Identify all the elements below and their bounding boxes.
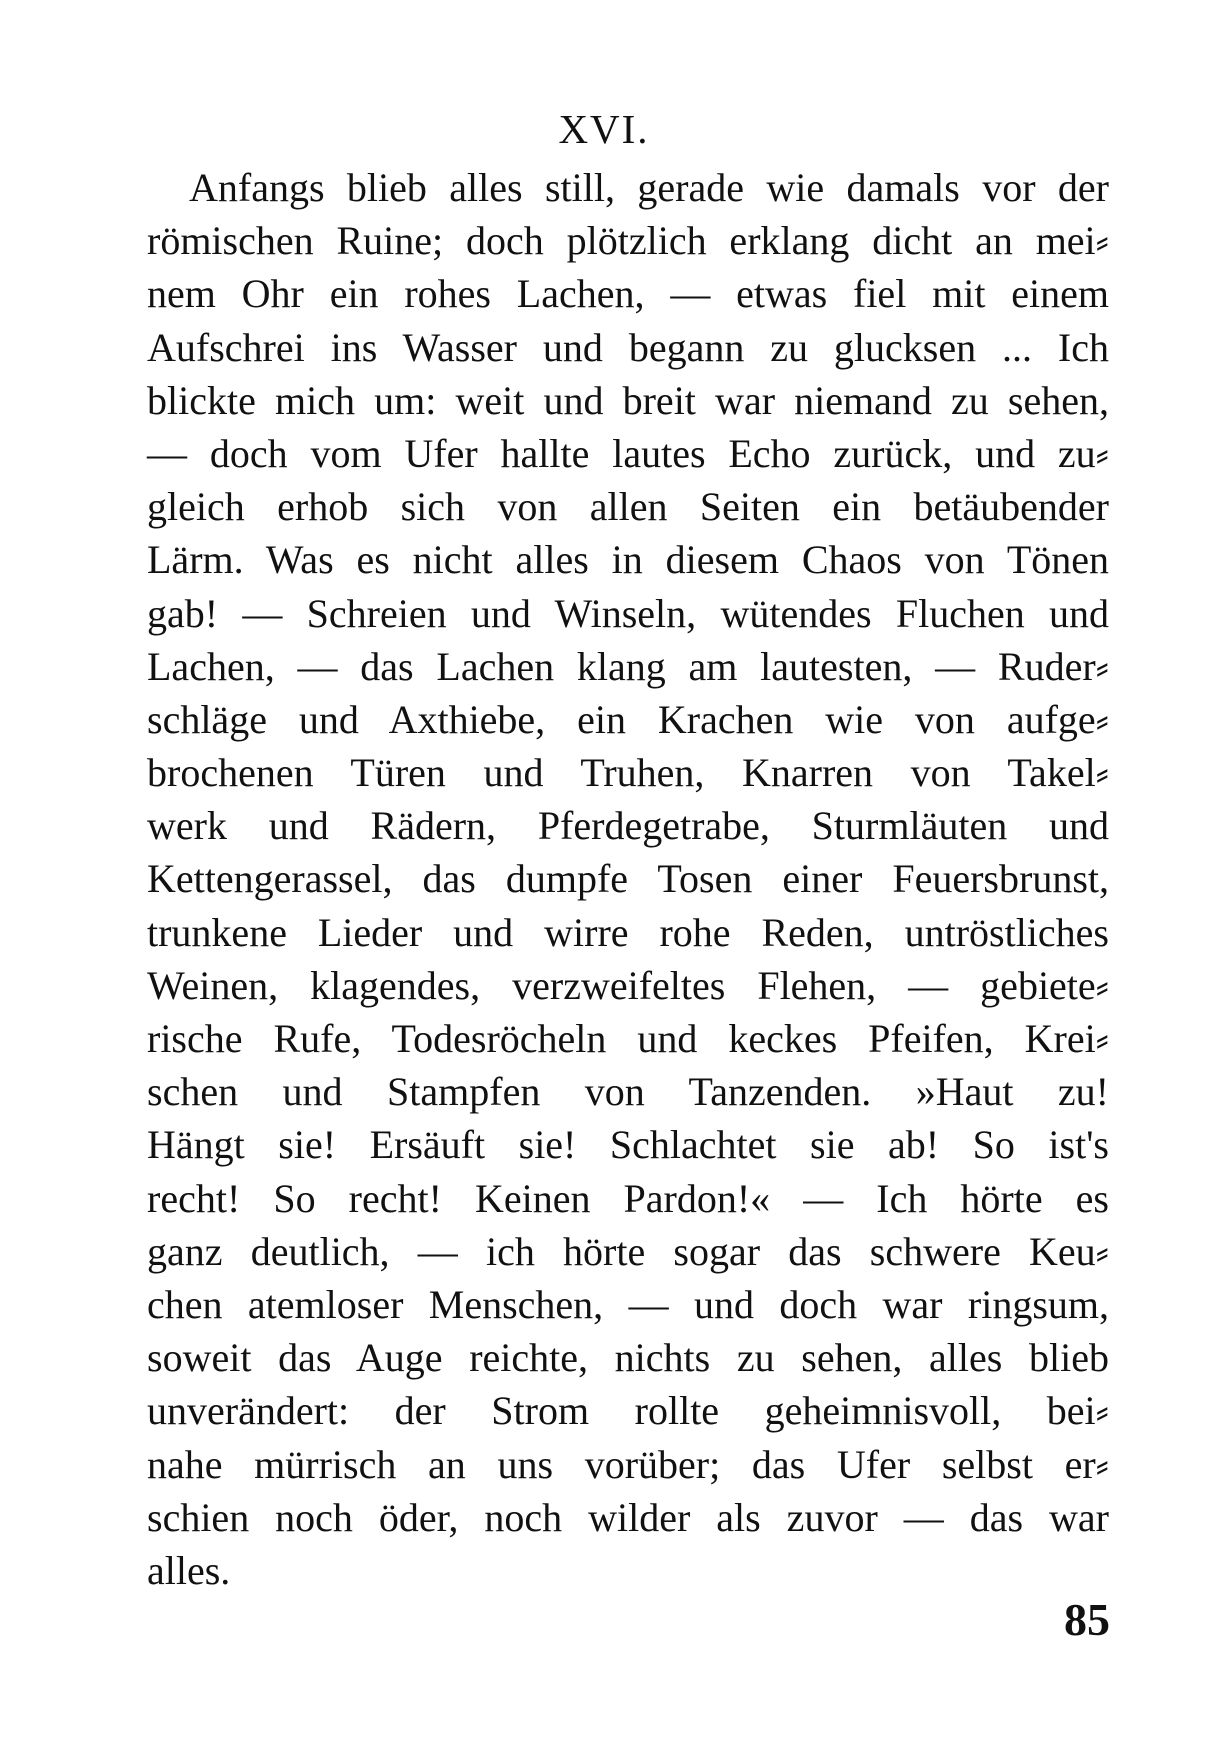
text-line: Lärm. Was es nicht alles in diesem Chaos von Tönen [147,537,1109,583]
text-line: werk und Rädern, Pferdegetrabe, Sturmläuten und [147,803,1109,849]
text-line: ganz deutlich, — ich hörte sogar das schwere Keu⸗ [147,1228,1109,1274]
text-line: Aufschrei ins Wasser und begann zu glucksen ... Ich [147,324,1109,370]
text-line: römischen Ruine; doch plötzlich erklang dicht an mei⸗ [147,218,1109,264]
text-line: schläge und Axthiebe, ein Krachen wie von aufge⸗ [147,696,1109,742]
text-line: nem Ohr ein rohes Lachen, — etwas fiel mit einem [147,271,1109,317]
text-line: schen und Stampfen von Tanzenden. »Haut zu! [147,1069,1109,1115]
text-line: gab! — Schreien und Winseln, wütendes Fluchen und [147,590,1109,636]
text-line: nahe mürrisch an uns vorüber; das Ufer selbst er⸗ [147,1441,1109,1487]
text-line: Hängt sie! Ersäuft sie! Schlachtet sie ab! So ist's [147,1122,1109,1168]
text-line: — doch vom Ufer hallte lautes Echo zurück, und zu⸗ [147,430,1109,476]
text-line: Weinen, klagendes, verzweifeltes Flehen, — gebiete⸗ [147,962,1109,1008]
text-line: schien noch öder, noch wilder als zuvor — das war [147,1494,1109,1540]
page-number: 85 [1064,1594,1110,1645]
text-line: soweit das Auge reichte, nichts zu sehen, alles blieb [147,1335,1109,1381]
text-line: alles. [147,1547,231,1593]
text-line: chen atemloser Menschen, — und doch war ringsum, [147,1281,1109,1327]
text-line: Lachen, — das Lachen klang am lautesten, — Ruder⸗ [147,643,1109,689]
text-line: gleich erhob sich von allen Seiten ein betäubender [147,484,1109,530]
text-line: Kettengerassel, das dumpfe Tosen einer Feuersbrunst, [147,856,1109,902]
text-line: blickte mich um: weit und breit war niemand zu sehen, [147,377,1109,423]
text-line: recht! So recht! Keinen Pardon!« — Ich hörte es [147,1175,1109,1221]
text-line: trunkene Lieder und wirre rohe Reden, untröstliches [147,909,1109,955]
text-line: unverändert: der Strom rollte geheimnisvoll, bei⸗ [147,1388,1109,1434]
body-text [147,161,1109,1597]
text-line: Anfangs blieb alles still, gerade wie damals vor der [189,165,1109,210]
text-line: rische Rufe, Todesröcheln und keckes Pfeifen, Krei⸗ [147,1016,1109,1061]
chapter-heading: XVI. [558,106,650,152]
text-line: brochenen Türen und Truhen, Knarren von Takel⸗ [147,750,1109,796]
